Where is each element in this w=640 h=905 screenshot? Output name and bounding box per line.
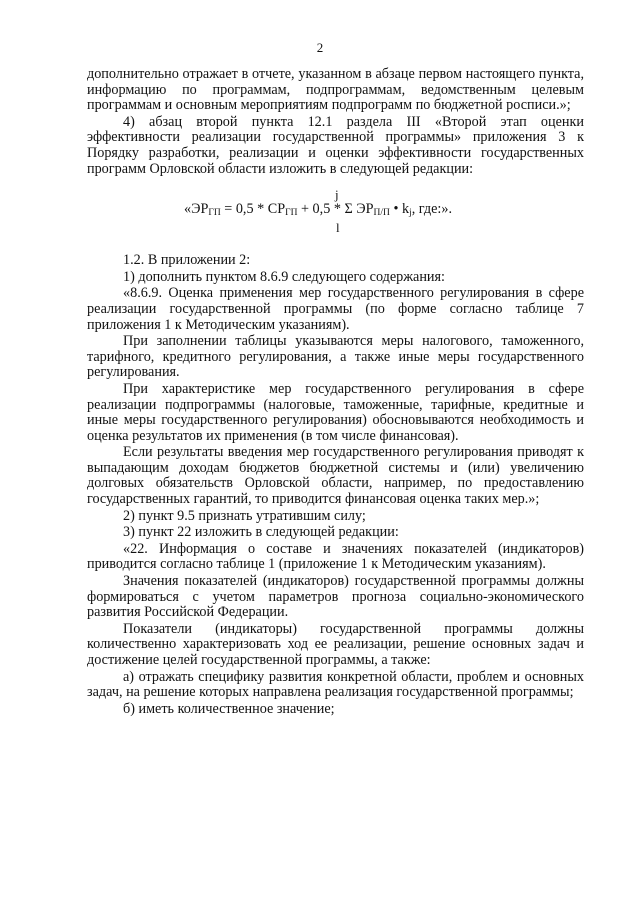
paragraph: «8.6.9. Оценка применения мер государственного регулирования в сфере реализации государственной программы (по форме согласно таблице 7 приложения 1 к Методическим указаниям). [87, 285, 584, 333]
paragraph: «22. Информация о составе и значениях показателей (индикаторов) приводится согласно таблице 1 (приложение 1 к Методическим указаниям). [87, 540, 584, 573]
paragraph: а) отражать специфику развития конкретной области, проблем и основных задач, на решение которых направлена реализация государственной программы; [87, 668, 584, 701]
paragraph: Значения показателей (индикаторов) государственной программы должны формироваться с учетом параметров прогноза социально-экономического развития Российской Федерации. [87, 573, 584, 621]
paragraph: 1) дополнить пунктом 8.6.9 следующего содержания: [123, 268, 445, 285]
formula-expression: «$ЭР_{ГП} = 0,5 * СР_{ГП} + 0,5 * \Sigma$ $ЭР_{П/П}$ • $k_j$, где:». [184, 201, 453, 219]
page-number: 2 [316, 40, 324, 55]
formula [87, 187, 584, 237]
paragraph: Показатели (индикаторы) государственной программы должны количественно характеризовать ход ее реализации, решение основных задач и достижение целей государственной программы, а также: [87, 620, 584, 668]
document-body [87, 67, 584, 718]
paragraph: 3) пункт 22 изложить в следующей редакции: [123, 524, 399, 541]
paragraph: При характеристике мер государственного регулирования в сфере реализации подпрограммы (налоговые, таможенные, тарифные, кредитные и иные меры государственного регулирования) обосновываются необходимость и оценка результатов их применения (в том числе финансовая). [87, 380, 584, 444]
paragraph: б) иметь количественное значение; [123, 700, 335, 717]
paragraph: 2) пункт 9.5 признать утратившим силу; [123, 507, 366, 524]
paragraph: Если результаты введения мер государственного регулирования приводят к выпадающим доходам бюджетов бюджетной системы и (или) увеличению долговых обязательств Орловской области, например, по предоставлению государственных гарантий, то приводится финансовая оценка таких мер.»; [87, 444, 584, 508]
paragraph-item-4: 4) абзац второй пункта 12.1 раздела III «Второй этап оценки эффективности реализации государственной программы» приложения 3 к Порядку разработки, реализации и оценки эффективности государственных программ Орловской области изложить в следующей редакции: [87, 113, 584, 177]
formula-lower-index: l [336, 220, 340, 236]
paragraph: При заполнении таблицы указываются меры налогового, таможенного, тарифного, кредитного регулирования, а также иные меры государственного регулирования. [87, 333, 584, 381]
formula-upper-index: j [335, 187, 339, 203]
paragraph-continuation: дополнительно отражает в отчете, указанном в абзаце первом настоящего пункта, информацию по программам, подпрограммам, ведомственным целевым программам и основным мероприятиям подпрограмм по бюджетной росписи.»; [87, 66, 584, 114]
paragraph: 1.2. В приложении 2: [123, 252, 251, 269]
